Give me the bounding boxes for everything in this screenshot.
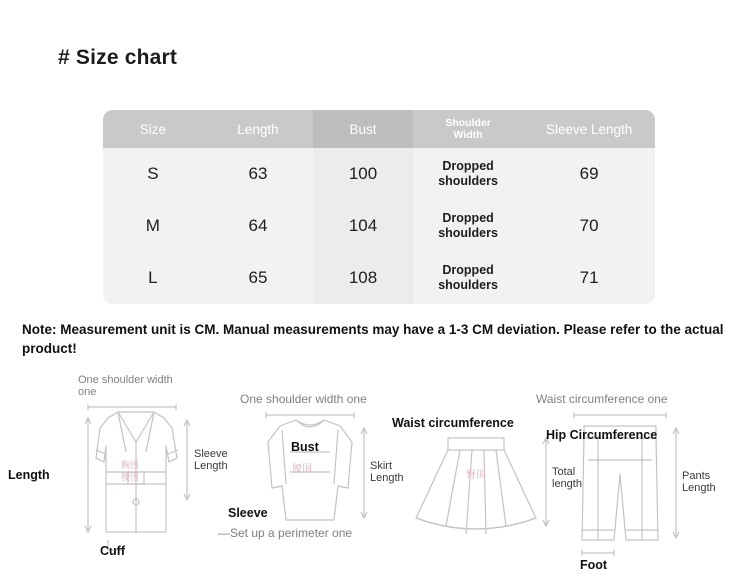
dress-sleeve-label: Sleeve bbox=[228, 506, 268, 520]
table-row bbox=[103, 252, 655, 304]
page-title: # Size chart bbox=[58, 46, 178, 69]
cell-sleeve: 70 bbox=[523, 200, 655, 252]
column-header-shoulder-width bbox=[413, 110, 523, 148]
coat-chest-label: 胸围 bbox=[121, 460, 140, 470]
dress-bust-label: Bust bbox=[291, 440, 319, 454]
cell-shoulder-line2: shoulders bbox=[438, 226, 498, 240]
dress-skirt-label-line1: Skirt bbox=[370, 460, 392, 472]
cell-size: M bbox=[103, 200, 203, 252]
coat-shoulder-label-line2: one bbox=[78, 386, 97, 398]
pants-foot-label: Foot bbox=[580, 558, 608, 572]
column-header-length: Length bbox=[203, 110, 313, 148]
cell-shoulder-line2: shoulders bbox=[438, 278, 498, 292]
column-header-shoulder-line2: Width bbox=[453, 129, 483, 141]
cell-size: S bbox=[103, 148, 203, 200]
table-header-row bbox=[103, 110, 655, 148]
dress-skirt-label-line2: Length bbox=[370, 472, 404, 484]
cell-shoulder bbox=[413, 200, 523, 252]
dress-diagram bbox=[218, 390, 410, 570]
cell-length: 63 bbox=[203, 148, 313, 200]
cell-length: 65 bbox=[203, 252, 313, 304]
coat-cuff-label: Cuff bbox=[100, 544, 125, 558]
cell-shoulder bbox=[413, 148, 523, 200]
cell-shoulder-line1: Dropped bbox=[442, 211, 494, 225]
skirt-total-label-line2: length bbox=[552, 478, 582, 490]
table-row bbox=[103, 200, 655, 252]
coat-sleeve-label-line1: Sleeve bbox=[194, 448, 228, 460]
garment-diagrams bbox=[0, 360, 750, 582]
cell-bust: 108 bbox=[313, 252, 413, 304]
cell-sleeve: 69 bbox=[523, 148, 655, 200]
dress-shoulder-label: One shoulder width one bbox=[240, 392, 367, 406]
cell-shoulder bbox=[413, 252, 523, 304]
measurement-note: Note: Measurement unit is CM. Manual measurements may have a 1-3 CM deviation. Please refer to the actual product! bbox=[22, 322, 724, 357]
coat-shoulder-label-line1: One shoulder width bbox=[78, 374, 173, 386]
skirt-hip-label: 臀围 bbox=[466, 470, 486, 481]
column-header-size: Size bbox=[103, 110, 203, 148]
skirt-waist-label: Waist circumference bbox=[392, 416, 514, 430]
skirt-illustration-icon bbox=[400, 410, 560, 570]
size-table-container bbox=[103, 110, 655, 304]
cell-sleeve: 71 bbox=[523, 252, 655, 304]
pants-length-label-line1: Pants bbox=[682, 470, 711, 482]
column-header-shoulder-line1: Shoulder bbox=[445, 116, 491, 129]
cell-shoulder-line1: Dropped bbox=[442, 159, 494, 173]
column-header-sleeve-length: Sleeve Length bbox=[523, 110, 655, 148]
table-body bbox=[103, 148, 655, 304]
coat-sleeve-label-line2: Length bbox=[194, 460, 228, 472]
cell-size: L bbox=[103, 252, 203, 304]
column-header-bust: Bust bbox=[313, 110, 413, 148]
coat-diagram bbox=[8, 374, 228, 570]
coat-length-label: Length bbox=[8, 468, 50, 482]
dress-waist-label: 腰围 bbox=[292, 464, 312, 475]
pants-length-label-line2: Length bbox=[682, 482, 716, 494]
skirt-total-label-line1: Total bbox=[552, 466, 576, 478]
cell-length: 64 bbox=[203, 200, 313, 252]
dress-perimeter-label: —Set up a perimeter one bbox=[218, 526, 353, 540]
coat-waist-label: 腰围 bbox=[121, 472, 140, 482]
pants-waist-label: Waist circumference one bbox=[536, 392, 668, 406]
table-row bbox=[103, 148, 655, 200]
cell-shoulder-line2: shoulders bbox=[438, 174, 498, 188]
pants-diagram bbox=[536, 390, 720, 575]
cell-bust: 104 bbox=[313, 200, 413, 252]
pants-hip-label: Hip Circumference bbox=[546, 428, 658, 442]
cell-bust: 100 bbox=[313, 148, 413, 200]
cell-shoulder-line1: Dropped bbox=[442, 263, 494, 277]
skirt-diagram bbox=[392, 410, 582, 570]
size-table bbox=[103, 110, 655, 304]
table-header bbox=[103, 110, 655, 148]
